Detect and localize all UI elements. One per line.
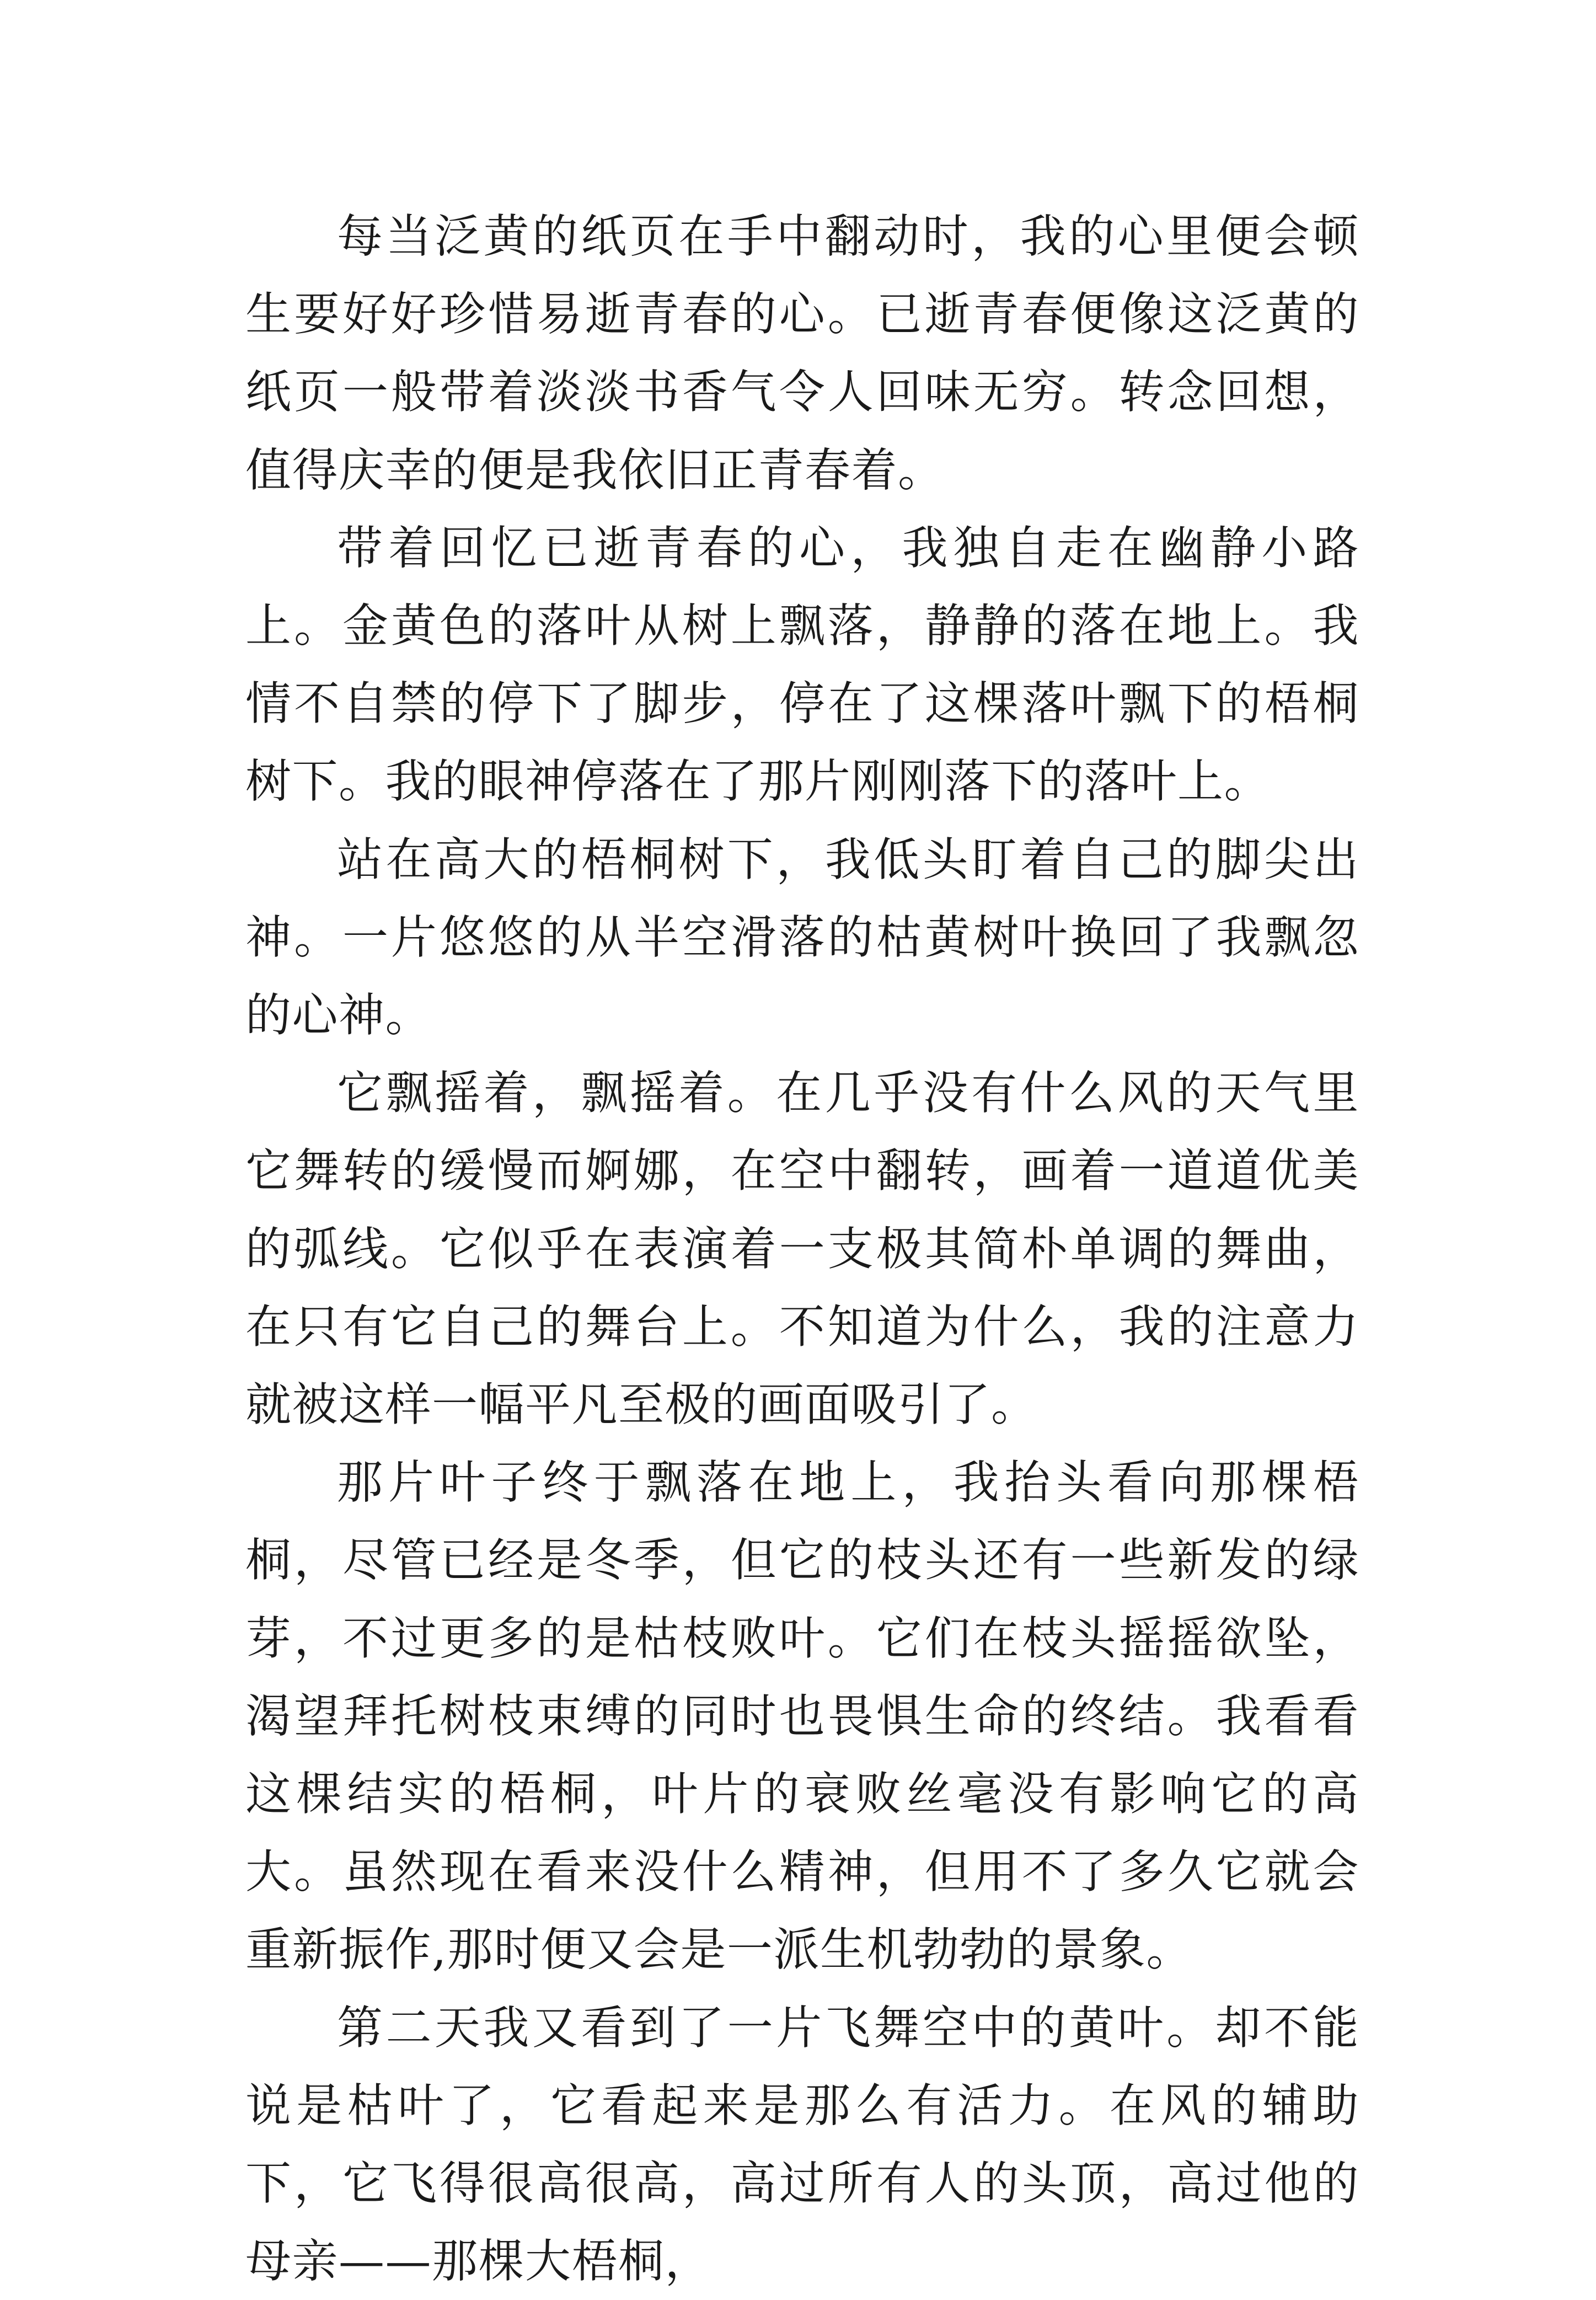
essay-body xyxy=(245,197,1359,2300)
paragraph-1: 每当泛黄的纸页在手中翻动时，我的心里便会顿生要好好珍惜易逝青春的心。已逝青春便像这泛黄的纸页一般带着淡淡书香气令人回味无穷。转念回想，值得庆幸的便是我依旧正青春着。 xyxy=(245,210,1359,497)
paragraph-3: 站在高大的梧桐树下，我低头盯着自己的脚尖出神。一片悠悠的从半空滑落的枯黄树叶换回了我飘忽的心神。 xyxy=(245,832,1359,1042)
paragraph-5: 那片叶子终于飘落在地上，我抬头看向那棵梧桐，尽管已经是冬季，但它的枝头还有一些新发的绿芽，不过更多的是枯枝败叶。它们在枝头摇摇欲坠，渴望拜托树枝束缚的同时也畏惧生命的终结。我看看这棵结实的梧桐，叶片的衰败丝毫没有影响它的高大。虽然现在看来没什么精神，但用不了多久它就会重新振作,那时便又会是一派生机勃勃的景象。 xyxy=(245,1456,1359,1977)
paragraph-2: 带着回忆已逝青春的心，我独自走在幽静小路上。金黄色的落叶从树上飘落，静静的落在地上。我情不自禁的停下了脚步，停在了这棵落叶飘下的梧桐树下。我的眼神停落在了那片刚刚落下的落叶上。 xyxy=(245,521,1359,809)
paragraph-4: 它飘摇着，飘摇着。在几乎没有什么风的天气里它舞转的缓慢而婀娜，在空中翻转，画着一道道优美的弧线。它似乎在表演着一支极其简朴单调的舞曲，在只有它自己的舞台上。不知道为什么，我的注意力就被这样一幅平凡至极的画面吸引了。 xyxy=(245,1066,1359,1432)
paragraph-6: 第二天我又看到了一片飞舞空中的黄叶。却不能说是枯叶了，它看起来是那么有活力。在风的辅助下，它飞得很高很高，高过所有人的头顶，高过他的母亲——那棵大梧桐， xyxy=(245,2001,1359,2288)
